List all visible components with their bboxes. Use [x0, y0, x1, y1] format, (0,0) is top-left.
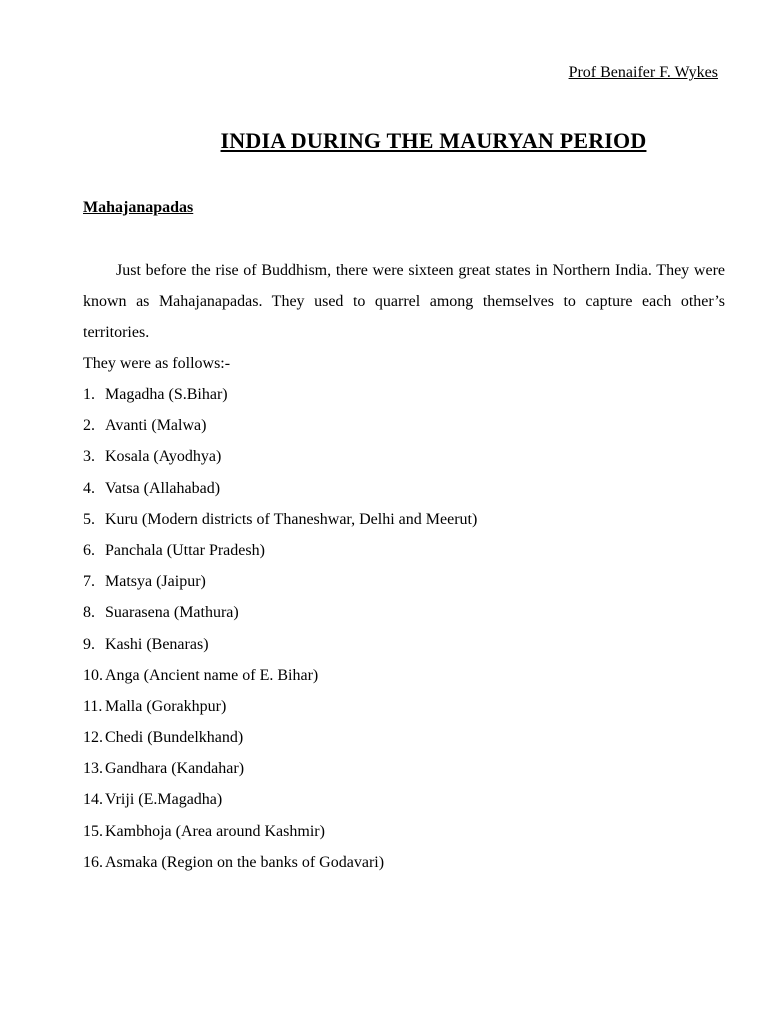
list-item-number: 7.	[83, 573, 95, 591]
list-item	[83, 566, 725, 597]
list-item	[83, 816, 725, 847]
list-item-number: 13.	[83, 760, 103, 778]
list-item-number: 6.	[83, 541, 95, 559]
list-item-number: 1.	[83, 386, 95, 403]
list-item-text: Chedi (Bundelkhand)	[105, 729, 244, 747]
list-item	[83, 847, 725, 878]
list-item-text: Vriji (E.Magadha)	[105, 791, 223, 809]
list-item-text: Anga (Ancient name of E. Bihar)	[105, 666, 319, 684]
list-item-text: Matsya (Jaipur)	[105, 573, 206, 591]
list-item	[83, 597, 725, 628]
list-item-text: Suarasena (Mathura)	[105, 604, 239, 622]
list-item-text: Vatsa (Allahabad)	[105, 479, 221, 497]
list-item-text: Kuru (Modern districts of Thaneshwar, Delhi and Meerut)	[105, 510, 478, 528]
list-item-number: 14.	[83, 791, 103, 809]
list-item-text: Panchala (Uttar Pradesh)	[105, 541, 265, 559]
list-item-number: 3.	[83, 448, 95, 466]
body-text	[83, 255, 725, 878]
list-item	[83, 691, 725, 722]
list-item	[83, 784, 725, 815]
list-item-number: 12.	[83, 729, 103, 747]
list-item	[83, 753, 725, 784]
author-name: Prof Benaifer F. Wykes	[568, 64, 718, 81]
list-item-text: Kosala (Ayodhya)	[105, 448, 222, 466]
list-item-text: Kashi (Benaras)	[105, 635, 209, 653]
list-item	[83, 660, 725, 691]
section-heading: Mahajanapadas	[83, 199, 194, 216]
list-item	[83, 629, 725, 660]
list-item	[83, 379, 725, 410]
list-intro: They were as follows:-	[83, 355, 231, 372]
mahajanapadas-list	[83, 379, 725, 878]
list-item-number: 10.	[83, 666, 103, 684]
list-item-text: Kambhoja (Area around Kashmir)	[105, 822, 325, 840]
intro-paragraph: Just before the rise of Buddhism, there were sixteen great states in Northern India. They were known as Mahajanapadas. They used to quarrel among themselves to capture each other’s territories.	[83, 262, 725, 341]
list-item-text: Malla (Gorakhpur)	[105, 697, 227, 715]
list-item-number: 4.	[83, 479, 95, 497]
list-item	[83, 535, 725, 566]
list-item	[83, 410, 725, 441]
list-item-text: Asmaka (Region on the banks of Godavari)	[105, 853, 385, 871]
list-item-number: 15.	[83, 822, 103, 840]
list-item-number: 2.	[83, 417, 95, 435]
list-item-number: 16.	[83, 853, 103, 871]
document-title: INDIA DURING THE MAURYAN PERIOD	[220, 128, 647, 153]
list-item	[83, 441, 725, 472]
list-item-text: Magadha (S.Bihar)	[105, 386, 228, 403]
list-item-text: Gandhara (Kandahar)	[105, 760, 245, 778]
list-item	[83, 504, 725, 535]
list-item-text: Avanti (Malwa)	[105, 417, 207, 435]
list-item	[83, 473, 725, 504]
list-item	[83, 722, 725, 753]
list-item-number: 8.	[83, 604, 95, 622]
list-item-number: 5.	[83, 510, 95, 528]
list-item-number: 11.	[83, 697, 103, 715]
list-item-number: 9.	[83, 635, 95, 653]
